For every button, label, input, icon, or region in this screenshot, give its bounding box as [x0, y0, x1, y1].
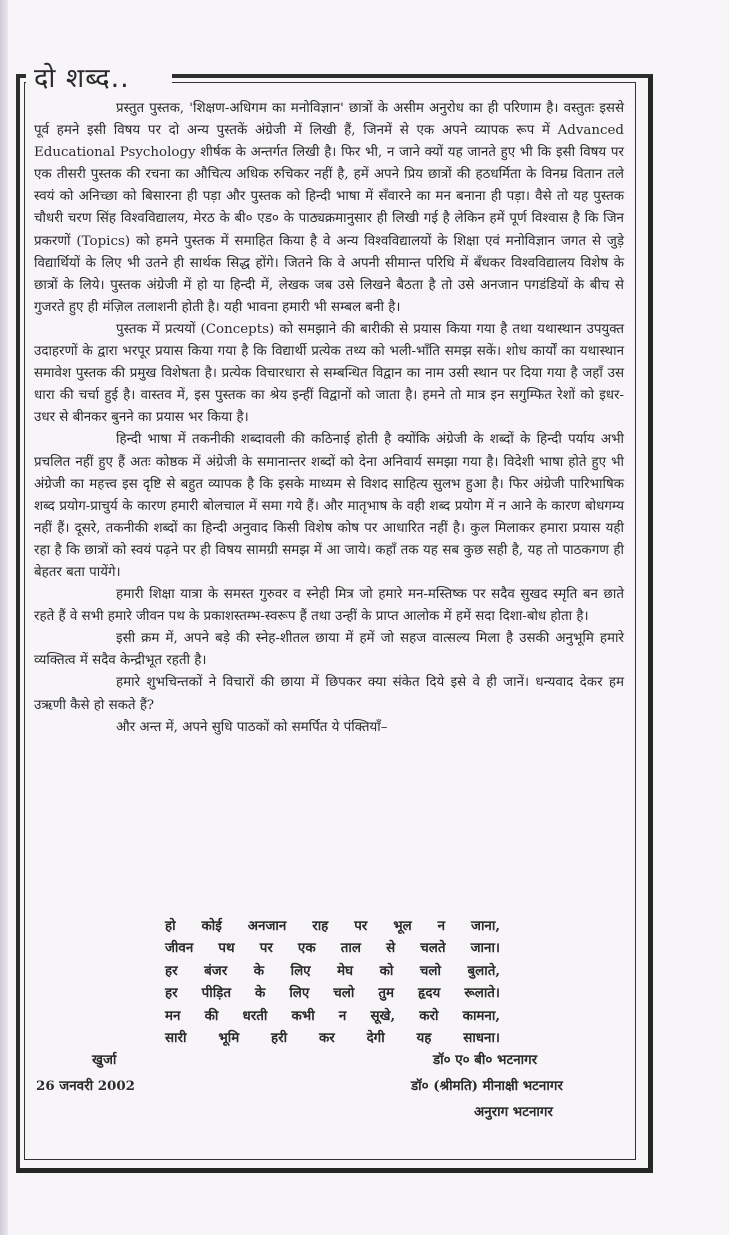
- poem-line: हो कोई अनजान राह पर भूल न जाना,: [165, 918, 500, 934]
- paragraph: और अन्त में, अपने सुधि पाठकों को समर्पित ये पंक्तियाँ–: [116, 719, 388, 735]
- paragraph: प्रस्तुत पुस्तक, 'शिक्षण-अधिगम का मनोविज्ञान' छात्रों के असीम अनुरोध का ही परिणाम है। वस्तुतः इससे पूर्व हमने इसी विषय पर दो अन्य पुस्तकें अंग्रेजी में लिखी हैं, जिनमें से एक अपने व्यापक रूप में Advanced Educational Psychology शीर्षक के अन्तर्गत लिखी है। फिर भी, न जाने क्यों यह जानते हुए भी कि इसी विषय पर एक तीसरी पुस्तक की रचना का औचित्य अधिक रुचिकर नहीं है, हमें अपने प्रिय छात्रों की हठधर्मिता के विनम्र वितान तले स्वयं को अनिच्छा को बिसारना ही पड़ा और पुस्तक को हिन्दी भाषा में सँवारने का मन बनाना ही पड़ा। वैसे तो यह पुस्तक चौधरी चरण सिंह विश्वविद्यालय, मेरठ के बी० एड० के पाठ्यक्रमानुसार ही लिखी गई है लेकिन हमें पूर्ण विश्वास है कि जिन प्रकरणों (Topics) को हमने पुस्तक में समाहित किया है वे अन्य विश्वविद्यालयों के शिक्षा एवं मनोविज्ञान जगत से जुड़े विद्यार्थियों के लिए भी उतने ही सार्थक सिद्ध होंगे। जितने कि वे अपनी सीमान्त परिधि में बँधकर विश्वविद्यालय विशेष के छात्रों के लिये। पुस्तक अंग्रेजी में हो या हिन्दी में, लेखक जब उसे लिखने बैठता है तो उसे अनजान पगडंडियों के बीच से गुजरते हुए ही मंज़िल तलाशनी होती है। यही भावना हमारी भी सम्बल बनी है।: [34, 101, 624, 315]
- signatory: डॉ० ए० बी० भटनागर: [433, 1052, 538, 1068]
- signatory: अनुराग भटनागर: [474, 1104, 553, 1120]
- paragraph: हमारी शिक्षा यात्रा के समस्त गुरुवर व स्नेही मित्र जो हमारे मन-मस्तिष्क पर सदैव सुखद स्मृति बन छाते रहते हैं वे सभी हमारे जीवन पथ के प्रकाशस्तम्भ-स्वरूप हैं तथा उन्हीं के प्राप्त आलोक में हमें सदा दिशा-बोध होता है।: [34, 587, 624, 625]
- page-edge-shadow: [0, 0, 8, 1235]
- poem-line: मन की धरती कभी न सूखे, करो कामना,: [165, 1007, 500, 1024]
- paragraph: हिन्दी भाषा में तकनीकी शब्दावली की कठिनाई होती है क्योंकि अंग्रेजी के शब्दों के हिन्दी पर्याय अभी प्रचलित नहीं हुए हैं अतः कोष्ठक में अंग्रेजी के समानान्तर शब्दों को देना अनिवार्य समझा गया है। विदेशी भाषा होते हुए भी अंग्रेजी का महत्त्व इस दृष्टि से बहुत व्यापक है कि इसके माध्यम से विशद साहित्य सुलभ हुआ है। फिर अंग्रेजी पारिभाषिक शब्द प्रयोग-प्राचुर्य के कारण हमारी बोलचाल में समा गये हैं। और मातृभाष के वही शब्द प्रयोग में न आने के कारण बोधगम्य नहीं हैं। दूसरे, तकनीकी शब्दों का हिन्दी अनुवाद किसी विशेष कोष पर आधारित नहीं है। कुल मिलाकर हमारा प्रयास यही रहा है कि छात्रों को स्वयं पढ़ने पर ही विषय सामग्री समझ में आ जाये। कहाँ तक यह सब कुछ सही है, यह तो पाठकगण ही बेहतर बता पायेंगे।: [34, 432, 624, 580]
- paragraph: हमारे शुभचिन्तकों ने विचारों की छाया में छिपकर क्या संकेत दिये इसे वे ही जानें। धन्यवाद देकर हम उऋणी कैसे हो सकते हैं?: [34, 675, 624, 713]
- poem-line: सारी भूमि हरी कर देगी यह साधना।: [165, 1030, 500, 1047]
- poem-line: जीवन पथ पर एक ताल से चलते जाना।: [165, 940, 500, 957]
- poem: [165, 915, 500, 1049]
- preface-body: [34, 98, 624, 739]
- date: 26 जनवरी 2002: [36, 1078, 135, 1094]
- place: खुर्जा: [92, 1052, 117, 1068]
- paragraph: इसी क्रम में, अपने बड़े की स्नेह-शीतल छाया में हमें जो सहज वात्सल्य मिला है उसकी अनुभूमि हमारे व्यक्तित्व में सदैव केन्द्रीभूत रहती है।: [34, 631, 624, 669]
- page-title: दो शब्द..: [34, 63, 130, 94]
- poem-line: हर बंजर के लिए मेघ को चलो बुलाते,: [165, 962, 500, 979]
- poem-line: हर पीड़ित के लिए चलो तुम हृदय रूलाते।: [165, 985, 500, 1002]
- paragraph: पुस्तक में प्रत्ययों (Concepts) को समझाने की बारीकी से प्रयास किया गया है तथा यथास्थान उपयुक्त उदाहरणों के द्वारा भरपूर प्रयास किया गया है कि विद्यार्थी प्रत्येक तथ्य को भली-भाँति समझ सकें। शोध कार्यों का यथास्थान समावेश पुस्तक की प्रमुख विशेषता है। प्रत्येक विचारधारा से सम्बन्धित विद्वान का नाम उसी स्थान पर दिया गया है जहाँ उस धारा की चर्चा हुई है। वास्तव में, इस पुस्तक का श्रेय इन्हीं विद्वानों को जाता है। हमने तो मात्र इन सगुम्फित रेशों को इधर-उधर से बीनकर बुनने का प्रयास भर किया है।: [34, 321, 624, 426]
- signatory: डॉ० (श्रीमति) मीनाक्षी भटनागर: [411, 1078, 563, 1094]
